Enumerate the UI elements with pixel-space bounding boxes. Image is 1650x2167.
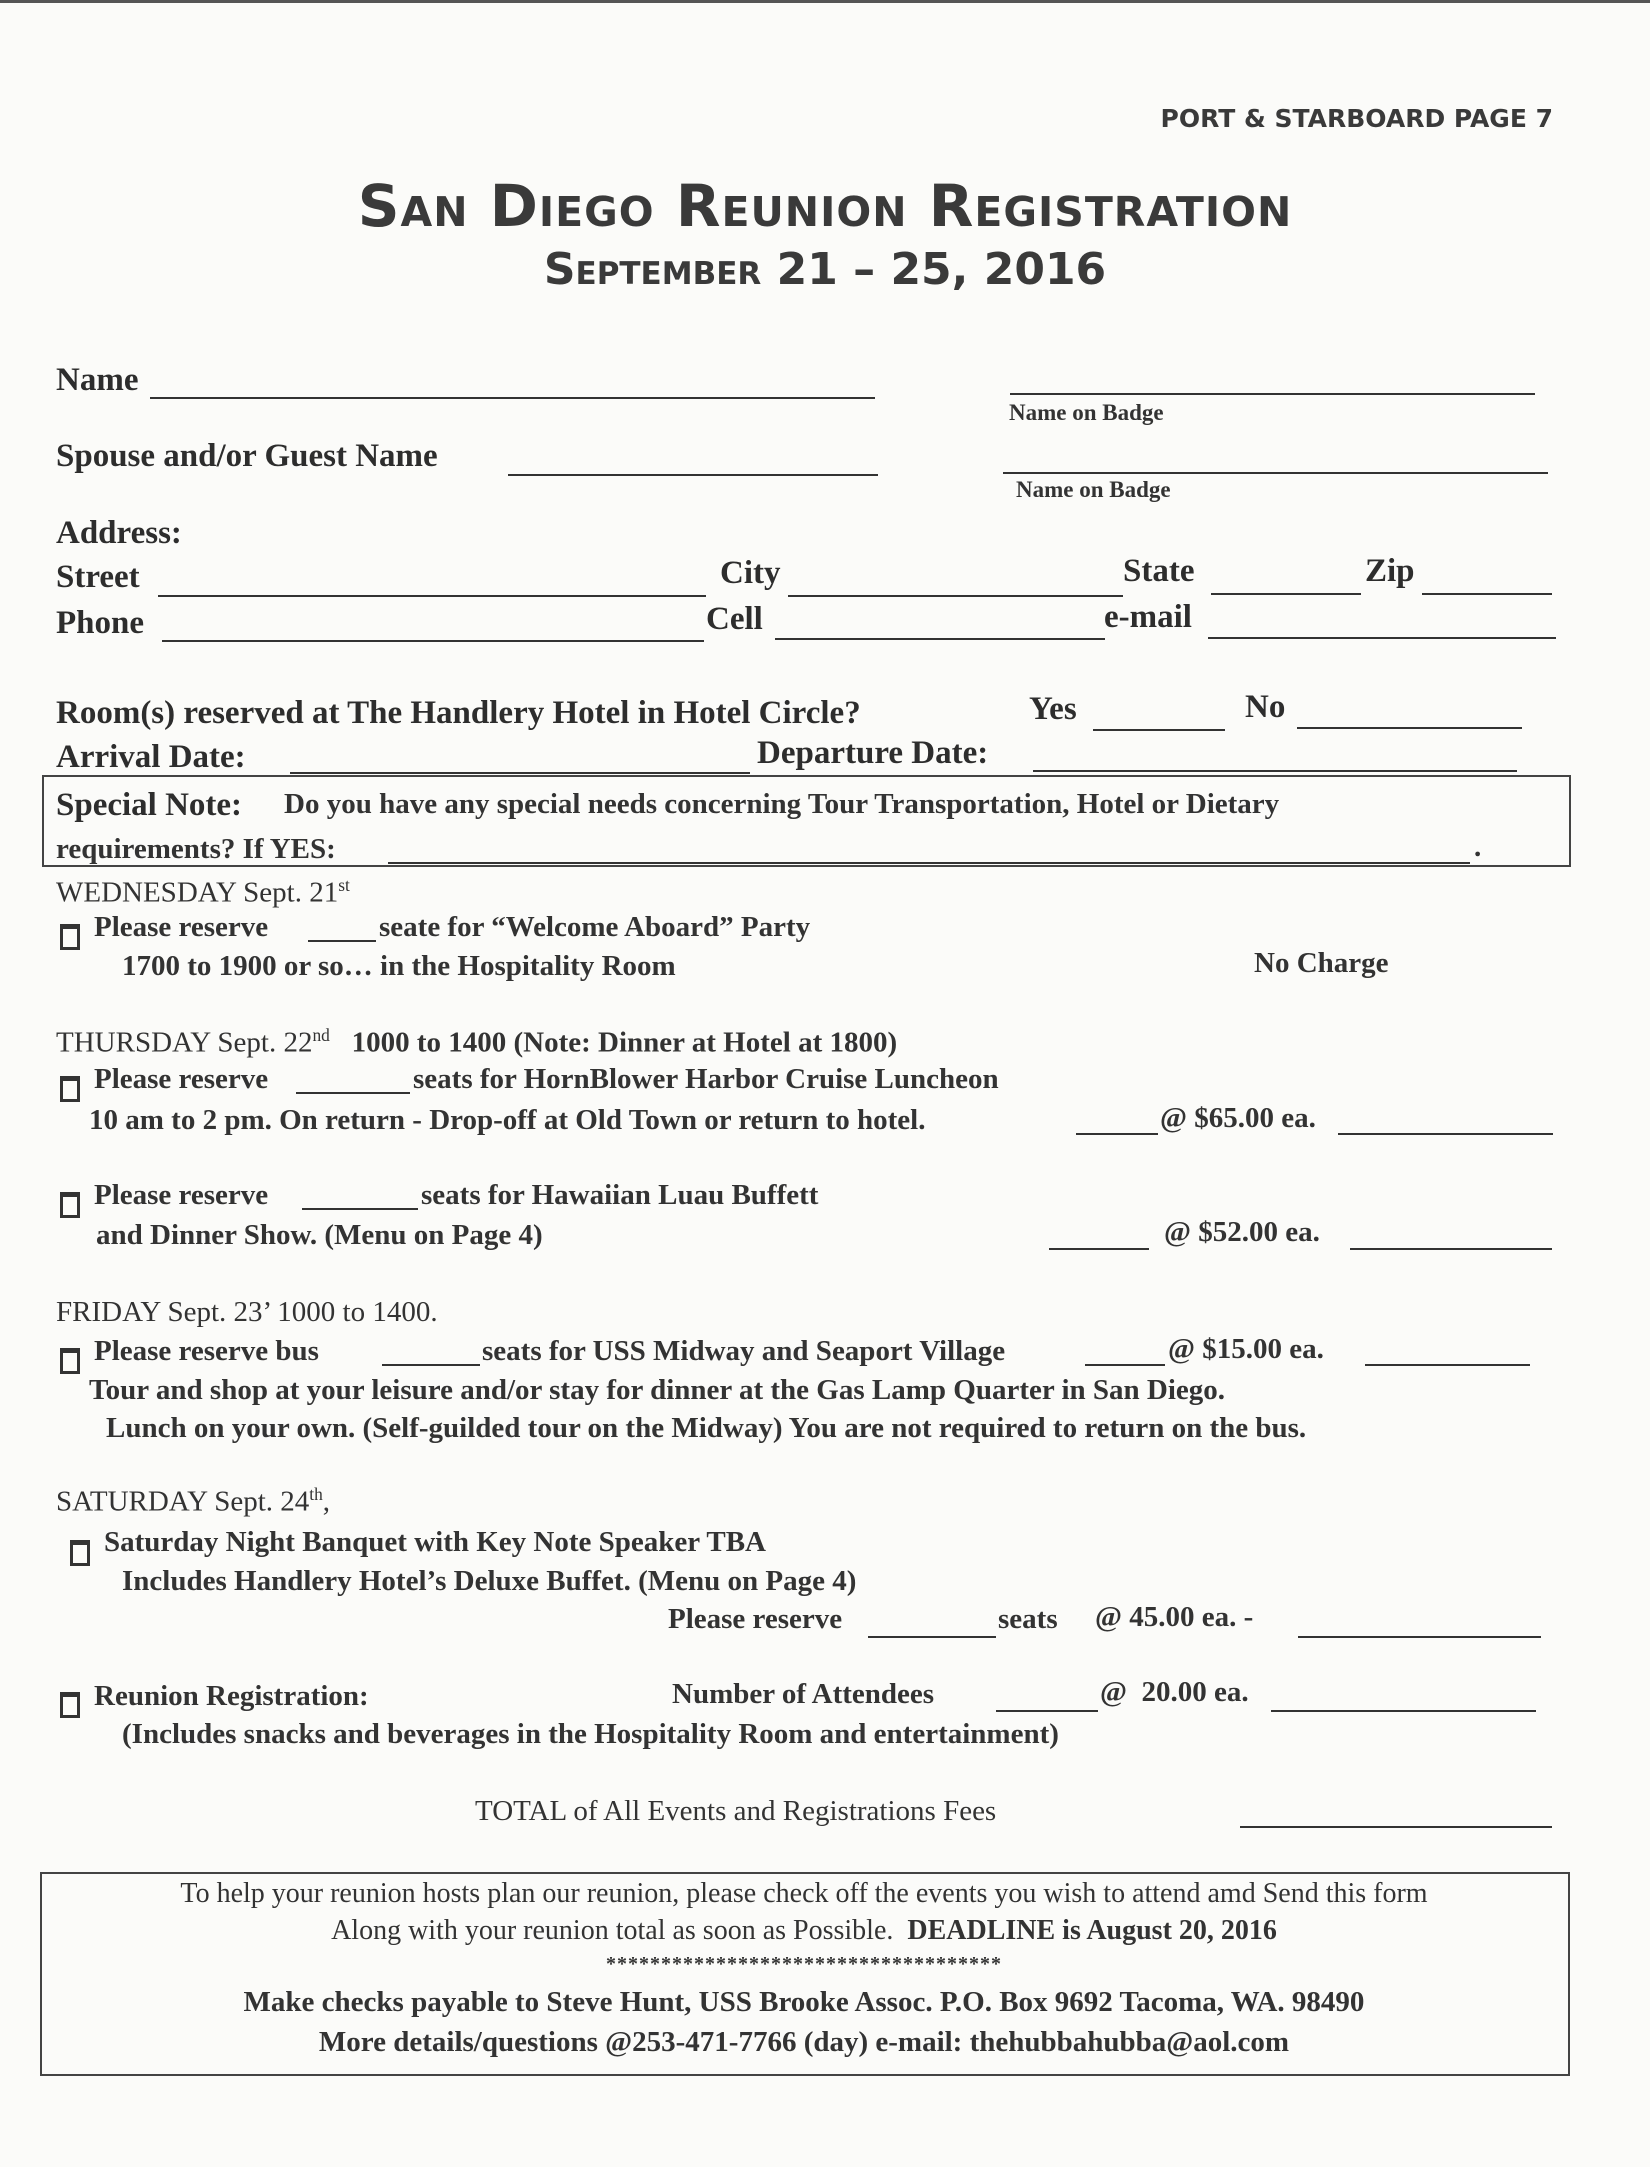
friday-count-field[interactable] bbox=[1085, 1364, 1165, 1366]
spouse-badge-label: Name on Badge bbox=[1016, 477, 1171, 502]
wednesday-heading: WEDNESDAY Sept. 21st bbox=[56, 875, 350, 909]
thursday-luau-event-label: seats for Hawaiian Luau Buffett bbox=[421, 1179, 819, 1211]
cell-field[interactable] bbox=[775, 638, 1105, 640]
saturday-checkbox[interactable] bbox=[70, 1540, 90, 1566]
special-needs-field[interactable] bbox=[388, 862, 1470, 864]
payment-info: Make checks payable to Steve Hunt, USS Brooke Assoc. P.O. Box 9692 Tacoma, WA. 98490 bbox=[243, 1986, 1365, 2018]
cell-label: Cell bbox=[706, 601, 763, 637]
friday-seats-field[interactable] bbox=[382, 1364, 480, 1366]
wednesday-reserve-label: Please reserve bbox=[94, 911, 269, 943]
wednesday-checkbox[interactable] bbox=[60, 924, 80, 950]
state-label: State bbox=[1123, 553, 1195, 589]
registration-label: Reunion Registration: bbox=[94, 1680, 369, 1712]
special-note-heading: Special Note: bbox=[56, 787, 243, 823]
wednesday-seats-field[interactable] bbox=[308, 940, 376, 942]
yes-label: Yes bbox=[1029, 691, 1077, 727]
friday-details-2: Lunch on your own. (Self-guilded tour on the Midway) You are not required to return on the bus. bbox=[106, 1412, 1307, 1444]
zip-label: Zip bbox=[1365, 553, 1415, 589]
no-label: No bbox=[1245, 689, 1286, 725]
friday-checkbox[interactable] bbox=[60, 1348, 80, 1374]
name-field[interactable] bbox=[150, 397, 875, 399]
footer-separator: ************************************ bbox=[606, 1953, 1002, 1975]
name-label: Name bbox=[56, 362, 139, 398]
saturday-seats-field[interactable] bbox=[868, 1636, 996, 1638]
thursday-luau-count-field[interactable] bbox=[1049, 1248, 1149, 1250]
phone-label: Phone bbox=[56, 605, 145, 641]
registration-price: @ 20.00 ea. bbox=[1100, 1676, 1249, 1708]
email-field[interactable] bbox=[1208, 637, 1556, 639]
zip-field[interactable] bbox=[1422, 593, 1552, 595]
registration-checkbox[interactable] bbox=[60, 1692, 80, 1718]
thursday-luau-details: and Dinner Show. (Menu on Page 4) bbox=[96, 1219, 543, 1251]
thursday-heading: THURSDAY Sept. 22nd 1000 to 1400 (Note: Dinner at Hotel at 1800) bbox=[56, 1025, 898, 1059]
thursday-luau-total-field[interactable] bbox=[1350, 1248, 1552, 1250]
friday-event-label: seats for USS Midway and Seaport Village bbox=[482, 1335, 1006, 1367]
street-label: Street bbox=[56, 559, 140, 595]
event-dates: September 21 – 25, 2016 bbox=[543, 244, 1107, 295]
thursday-cruise-price: @ $65.00 ea. bbox=[1160, 1102, 1316, 1134]
departure-date-field[interactable] bbox=[1033, 770, 1517, 772]
arrival-date-field[interactable] bbox=[290, 772, 750, 774]
special-note-text-2: requirements? If YES: bbox=[56, 833, 336, 865]
wednesday-charge: No Charge bbox=[1254, 947, 1389, 979]
spouse-badge-name-field[interactable] bbox=[1003, 472, 1548, 474]
thursday-luau-reserve-label: Please reserve bbox=[94, 1179, 269, 1211]
saturday-event-label: Saturday Night Banquet with Key Note Speaker TBA bbox=[104, 1526, 766, 1558]
saturday-seats-label: seats bbox=[998, 1603, 1058, 1635]
street-field[interactable] bbox=[158, 595, 706, 597]
friday-reserve-label: Please reserve bus bbox=[94, 1335, 319, 1367]
saturday-reserve-label: Please reserve bbox=[668, 1603, 843, 1635]
thursday-cruise-details: 10 am to 2 pm. On return - Drop-off at Old Town or return to hotel. bbox=[89, 1104, 926, 1136]
state-field[interactable] bbox=[1211, 593, 1361, 595]
page-label: PORT & STARBOARD PAGE 7 bbox=[1160, 104, 1553, 133]
total-label: TOTAL of All Events and Registrations Fees bbox=[475, 1795, 997, 1827]
yes-field[interactable] bbox=[1093, 729, 1225, 731]
city-field[interactable] bbox=[788, 595, 1123, 597]
thursday-luau-price: @ $52.00 ea. bbox=[1164, 1216, 1320, 1248]
thursday-cruise-event-label: seats for HornBlower Harbor Cruise Luncheon bbox=[413, 1063, 999, 1095]
wednesday-time-label: 1700 to 1900 or so… in the Hospitality Room bbox=[122, 950, 676, 982]
attendees-field[interactable] bbox=[996, 1710, 1098, 1712]
friday-price: @ $15.00 ea. bbox=[1168, 1333, 1324, 1365]
badge-name-field[interactable] bbox=[1010, 393, 1535, 395]
special-note-text: Do you have any special needs concerning Tour Transportation, Hotel or Dietary bbox=[284, 788, 1280, 820]
footer-deadline-line: Along with your reunion total as soon as Possible. DEADLINE is August 20, 2016 bbox=[331, 1915, 1277, 1946]
thursday-cruise-total-field[interactable] bbox=[1338, 1133, 1553, 1135]
arrival-label: Arrival Date: bbox=[56, 739, 246, 775]
thursday-cruise-count-field[interactable] bbox=[1076, 1133, 1158, 1135]
no-field[interactable] bbox=[1297, 727, 1522, 729]
friday-heading: FRIDAY Sept. 23’ 1000 to 1400. bbox=[56, 1296, 438, 1328]
thursday-luau-seats-field[interactable] bbox=[302, 1208, 418, 1210]
friday-total-field[interactable] bbox=[1365, 1364, 1530, 1366]
address-label: Address: bbox=[56, 515, 182, 551]
registration-total-field[interactable] bbox=[1271, 1710, 1536, 1712]
thursday-cruise-seats-field[interactable] bbox=[296, 1092, 410, 1094]
special-note-end-mark: . bbox=[1474, 831, 1482, 863]
thursday-luau-checkbox[interactable] bbox=[60, 1192, 80, 1218]
deadline: DEADLINE is August 20, 2016 bbox=[907, 1915, 1277, 1946]
thursday-cruise-checkbox[interactable] bbox=[60, 1076, 80, 1102]
wednesday-event-label: seate for “Welcome Aboard” Party bbox=[379, 911, 811, 943]
spouse-name-field[interactable] bbox=[508, 474, 878, 476]
saturday-details: Includes Handlery Hotel’s Deluxe Buffet. (Menu on Page 4) bbox=[122, 1565, 857, 1597]
page-title: San Diego Reunion Registration bbox=[357, 172, 1293, 240]
badge-label: Name on Badge bbox=[1009, 400, 1164, 425]
attendees-label: Number of Attendees bbox=[672, 1678, 935, 1710]
grand-total-field[interactable] bbox=[1240, 1826, 1552, 1828]
phone-field[interactable] bbox=[162, 640, 704, 642]
contact-info: More details/questions @253-471-7766 (day) e-mail: thehubbahubba@aol.com bbox=[318, 2026, 1290, 2058]
email-label: e-mail bbox=[1104, 599, 1192, 635]
saturday-heading: SATURDAY Sept. 24th, bbox=[56, 1484, 331, 1518]
scan-top-edge bbox=[0, 0, 1650, 3]
footer-instructions: To help your reunion hosts plan our reunion, please check off the events you wish to attend amd Send this form bbox=[180, 1878, 1428, 1909]
departure-label: Departure Date: bbox=[757, 735, 989, 771]
registration-note: (Includes snacks and beverages in the Hospitality Room and entertainment) bbox=[122, 1718, 1059, 1750]
friday-details: Tour and shop at your leisure and/or stay for dinner at the Gas Lamp Quarter in San Diego. bbox=[89, 1374, 1226, 1406]
thursday-cruise-reserve-label: Please reserve bbox=[94, 1063, 269, 1095]
hotel-question: Room(s) reserved at The Handlery Hotel in Hotel Circle? bbox=[56, 695, 861, 731]
saturday-total-field[interactable] bbox=[1298, 1636, 1541, 1638]
city-label: City bbox=[720, 555, 781, 591]
spouse-label: Spouse and/or Guest Name bbox=[56, 438, 438, 474]
saturday-price: @ 45.00 ea. - bbox=[1095, 1601, 1254, 1633]
